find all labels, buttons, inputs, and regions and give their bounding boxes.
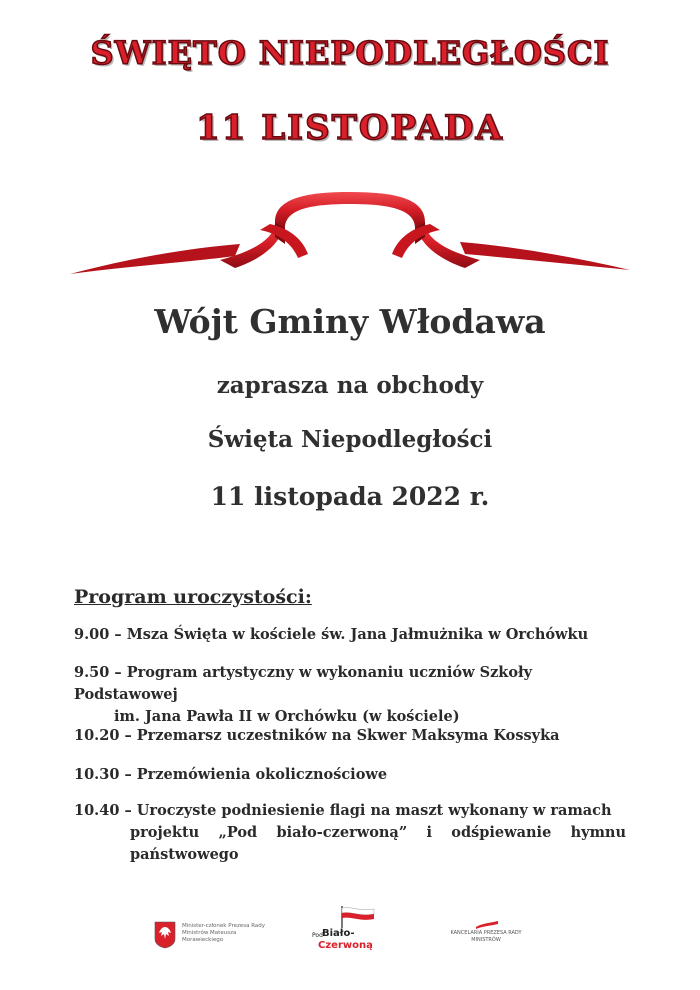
program-item-continuation: im. Jana Pawła II w Orchówku (w kościele) bbox=[114, 708, 460, 725]
poster-title: ŚWIĘTO NIEPODLEGŁOŚCI bbox=[90, 34, 610, 72]
program-item-text: Uroczyste podniesienie flagi na maszt wykonany w ramach bbox=[136, 802, 612, 819]
chancellery-logo bbox=[450, 921, 522, 947]
ribbon-decoration bbox=[70, 182, 630, 287]
program-item-text: Program artystyczny w wykonaniu uczniów Szkoły Podstawowej bbox=[74, 664, 533, 703]
program-item-dash: – bbox=[114, 626, 127, 643]
program-item-time: 10.30 bbox=[74, 766, 120, 783]
program-item-text: Msza Święta w kościele św. Jana Jałmużnika w Orchówku bbox=[126, 626, 589, 643]
host-name: Wójt Gminy Włodawa bbox=[154, 302, 546, 341]
invitation-line-1: zaprasza na obchody bbox=[216, 372, 484, 399]
chancellery-logo-text: KANCELARIA PREZESA RADY MINISTRÓW bbox=[450, 930, 522, 943]
invitation-date: 11 listopada 2022 r. bbox=[210, 482, 490, 511]
program-item bbox=[74, 725, 626, 747]
program-item bbox=[74, 800, 626, 866]
poster-date: 11 LISTOPADA bbox=[196, 108, 504, 148]
polish-eagle-emblem-icon bbox=[154, 921, 176, 949]
program-item-dash: – bbox=[124, 802, 137, 819]
pod-bialo-czerwona-logo bbox=[312, 906, 382, 956]
flag-icon bbox=[336, 906, 376, 928]
flag-stripe-icon bbox=[476, 921, 498, 929]
program-item-time: 10.20 bbox=[74, 727, 120, 744]
program-item-time: 10.40 bbox=[74, 802, 120, 819]
program-item-dash: – bbox=[124, 727, 137, 744]
program-item-text: Przemówienia okolicznościowe bbox=[136, 766, 388, 783]
program-item-dash: – bbox=[124, 766, 137, 783]
invitation-line-2: Święta Niepodległości bbox=[207, 426, 493, 453]
program-item-time: 9.00 bbox=[74, 626, 110, 643]
program-heading: Program uroczystości: bbox=[74, 586, 312, 608]
program-item bbox=[74, 662, 626, 728]
program-item-continuation-2: państwowego bbox=[130, 846, 239, 863]
logo-pod-text: Pod bbox=[312, 932, 323, 939]
program-item bbox=[74, 624, 626, 646]
program-item-text: Przemarsz uczestników na Skwer Maksyma Kossyka bbox=[136, 727, 560, 744]
government-logo bbox=[154, 921, 264, 955]
logo-bialo-text: Biało- bbox=[322, 928, 355, 939]
government-logo-text: Minister-członek Prezesa Rady Ministrów Mateusza Morawieckiego bbox=[182, 923, 266, 943]
program-item-time: 9.50 bbox=[74, 664, 110, 681]
program-item-dash: – bbox=[114, 664, 127, 681]
program-item-continuation: projektu „Pod biało-czerwoną” i odśpiewanie hymnu bbox=[130, 824, 626, 841]
program-item bbox=[74, 764, 626, 786]
logo-czerwona-text: Czerwoną bbox=[318, 940, 373, 951]
